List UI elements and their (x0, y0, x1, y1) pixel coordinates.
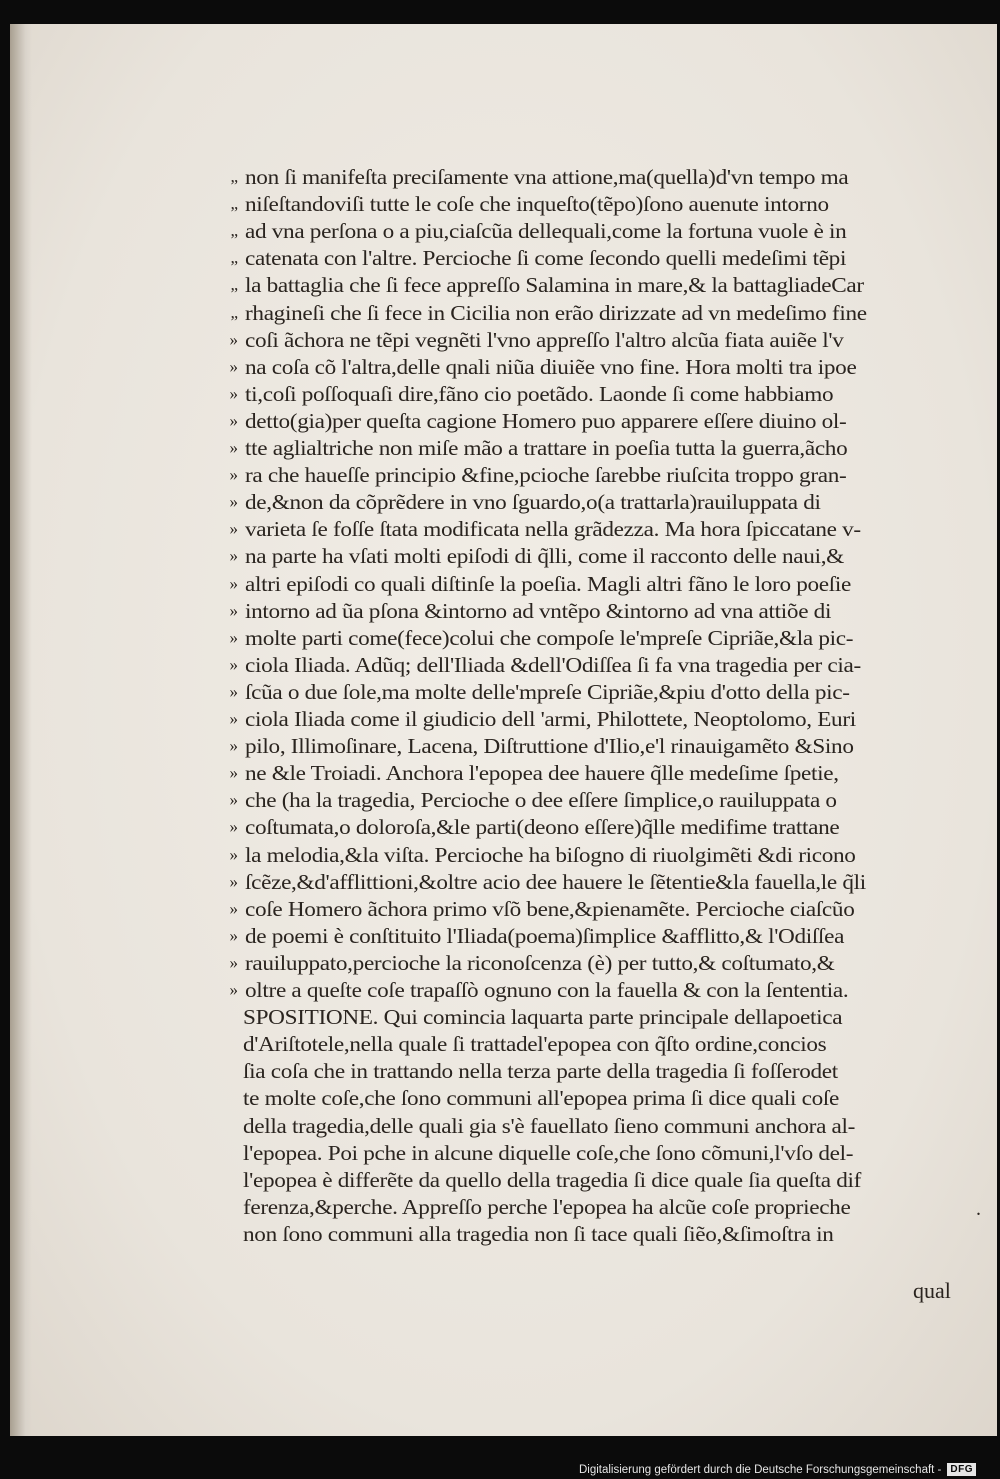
quote-marker: » (229, 709, 238, 728)
digitization-footer (579, 1463, 976, 1476)
text-line: coſtumata,o doloroſa,&le parti(deono eſſere)q̃lle medifime trattane (245, 815, 840, 840)
quote-marker: » (229, 465, 238, 485)
text-line: coſe Homero ãchora primo vſõ bene,&pienamẽte. Percioche ciaſcũo (245, 896, 855, 921)
exposition-line: te molte coſe,che ſono communi all'epopea prima ſi dice quali coſe (243, 1086, 839, 1111)
text-line: na parte ha vſati molti epiſodi di q̃lli, come il racconto delle naui,& (245, 544, 844, 569)
quote-marker: » (229, 329, 238, 349)
text-line: varieta ſe foſſe ſtata modificata nella grãdezza. Ma hora ſpiccatane v- (245, 517, 861, 542)
text-line: catenata con l'altre. Percioche ſi come ſecondo quelli medeſimi tẽpi (245, 246, 847, 271)
text-line: oltre a queſte coſe trapaſſò ognuno con la fauella & con la ſententia. (245, 978, 849, 1002)
quote-marker: » (229, 573, 238, 593)
quote-marker: » (229, 492, 238, 512)
quote-marker: » (229, 844, 238, 864)
text-line: ſcũa o due ſole,ma molte delle'mpreſe Cipriãe,&piu d'otto della pic- (245, 679, 850, 704)
text-line: non ſi manifeſta preciſamente vna attione,ma(quella)d'vn tempo ma (245, 165, 849, 189)
quote-marker: » (229, 438, 238, 457)
catchword: qual (913, 1278, 951, 1303)
text-line: rhagineſi che ſi fece in Cicilia non erão dirizzate ad vn medeſimo fine (245, 300, 867, 325)
quote-marker: » (229, 654, 238, 674)
exposition-line: ſia coſa che in trattando nella terza parte della tragedia ſi foſſerodet (243, 1059, 838, 1084)
quote-marker: » (229, 383, 238, 403)
text-line: pilo, Illimoſinare, Lacena, Diſtruttione d'Ilio,e'l rinauigamẽto &Sino (245, 734, 854, 759)
page-text-block (10, 24, 997, 1436)
quote-marker: » (229, 790, 238, 810)
exposition-line: l'epopea è differẽte da quello della tragedia ſi dice quale ſia queſta dif (243, 1167, 862, 1192)
text-line: niſeſtandoviſi tutte le coſe che inqueſto(tẽpo)ſono auenute intorno (245, 192, 829, 217)
quote-marker: » (229, 871, 238, 891)
text-line: che (ha la tragedia, Percioche o dee eſſere ſimplice,o rauiluppata o (245, 788, 837, 813)
text-line: ti,coſi poſſoquaſi dire,fãno cio poetãdo. Laonde ſi come habbiamo (245, 381, 834, 406)
quote-marker: „ (230, 167, 238, 186)
exposition-line: non ſono communi alla tragedia non ſi tace quali ſiẽo,&ſimoſtra in (243, 1221, 834, 1246)
text-line: la melodia,&la viſta. Percioche ha biſogno di riuolgimẽti &di ricono (245, 842, 856, 867)
quote-marker: » (229, 546, 238, 566)
exposition-line: ferenza,&perche. Appreſſo perche l'epopea ha alcũe coſe proprieche (243, 1194, 851, 1219)
footer-credit-text: Digitalisierung gefördert durch die Deutsche Forschungsgemeinschaft - (578, 1463, 942, 1476)
exposition-line: SPOSITIONE. Qui comincia laquarta parte principale dellapoetica (243, 1005, 843, 1030)
exposition-line: l'epopea. Poi pche in alcune diquelle coſe,che ſono cõmuni,l'vſo del- (243, 1140, 854, 1165)
quote-marker: „ (230, 302, 238, 322)
text-line: ciola Iliada. Adũq; dell'Iliada &dell'Odiſſea ſi fa vna tragedia per cia- (245, 652, 861, 677)
margin-mark: . (976, 1198, 981, 1220)
text-line: ciola Iliada come il giudicio dell 'armi, Philottete, Neoptolomo, Euri (245, 707, 856, 731)
quote-marker: » (229, 627, 238, 647)
quote-marker: » (229, 763, 238, 783)
text-line: detto(gia)per queſta cagione Homero puo apparere eſſere diuino ol- (245, 408, 847, 433)
text-line: la battaglia che ſi fece appreſſo Salamina in mare,& la battagliadeCar (245, 273, 864, 298)
quote-marker: » (229, 898, 238, 918)
text-line: de poemi è conſtituito l'Iliada(poema)ſimplice &afflitto,& l'Odiſſea (245, 923, 845, 948)
text-line: ne &le Troiadi. Anchora l'epopea dee hauere q̃lle medeſime ſpetie, (245, 761, 839, 786)
text-line: de,&non da cõprẽdere in vno ſguardo,o(a trattarla)rauiluppata di (245, 490, 821, 515)
text-line: altri epiſodi co quali diſtinſe la poeſia. Magli altri fãno le loro poeſie (245, 571, 852, 596)
quote-marker: » (229, 356, 238, 376)
quote-marker: „ (230, 221, 238, 241)
quote-marker: » (229, 410, 238, 430)
text-line: intorno ad ũa pſona &intorno ad vntẽpo &intorno ad vna attiõe di (245, 598, 832, 623)
quote-marker: » (229, 952, 238, 972)
exposition-line: della tragedia,delle quali gia s'è fauellato ſieno communi anchora al- (243, 1113, 856, 1138)
text-line: ſcẽze,&d'afflittioni,&oltre acio dee hauere le ſẽtentie&la fauella,le q̃li (245, 869, 866, 894)
quote-marker: » (229, 600, 238, 620)
quote-marker: » (229, 736, 238, 756)
exposition-line: d'Ariſtotele,nella quale ſi trattadel'epopea con q̃ſto ordine,concios (243, 1032, 827, 1057)
quote-marker: „ (230, 248, 238, 268)
quote-marker: „ (230, 194, 238, 214)
text-line: ad vna perſona o a piu,ciaſcũa dellequali,come la fortuna vuole è in (245, 219, 847, 244)
quote-marker: » (229, 817, 238, 837)
text-line: molte parti come(fece)colui che compoſe le'mpreſe Cipriãe,&la pic- (245, 625, 854, 650)
text-line: coſi ãchora ne tẽpi vegnẽti l'vno appreſſo l'altro alcũa fiata auiẽe l'v (245, 327, 844, 352)
text-line: rauiluppato,percioche la riconoſcenza (è) per tutto,& coſtumato,& (245, 950, 835, 975)
text-line: ra che haueſſe principio &fine,pcioche ſarebbe riuſcita troppo gran- (245, 463, 847, 488)
quote-marker: » (229, 980, 238, 999)
quote-marker: » (229, 681, 238, 701)
quote-marker: » (229, 925, 238, 945)
book-page (10, 24, 997, 1436)
text-line: tte aglialtriche non miſe mão a trattare in poeſia tutta la guerra,ãcho (245, 436, 848, 460)
quote-marker: » (229, 519, 238, 539)
text-line: na coſa cõ l'altra,delle qnali niũa diuiẽe vno fine. Hora molti tra ipoe (245, 354, 857, 379)
dfg-logo: DFG (947, 1463, 976, 1476)
quote-marker: „ (230, 275, 238, 295)
